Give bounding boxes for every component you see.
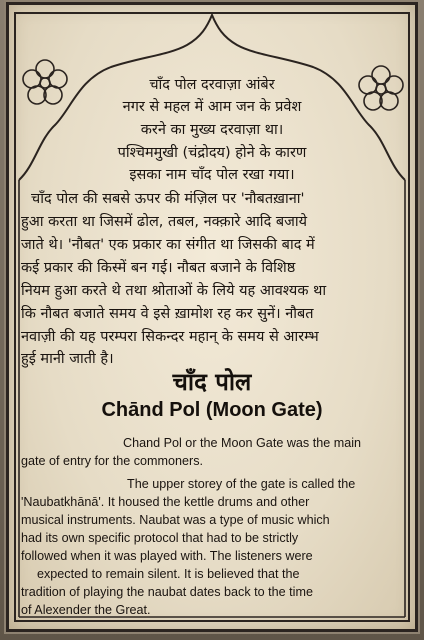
english-line: musical instruments. Naubat was a type of music which (21, 513, 330, 527)
english-line: Chand Pol or the Moon Gate was the main (123, 436, 362, 450)
english-line: of Alexender the Great. (21, 603, 151, 617)
hindi-line: इसका नाम चाँद पोल रखा गया। (129, 167, 295, 183)
english-line: gate of entry for the commoners. (21, 454, 203, 468)
english-line: 'Naubatkhānā'. It housed the kettle drums and other (21, 495, 310, 509)
hindi-line: हुआ करता था जिसमें ढोल, तबल, नक्क़ारे आदि बजाये (21, 214, 308, 230)
english-line: tradition of playing the naubat dates back to the time (21, 585, 313, 599)
hindi-line: कि नौबत बजाते समय वे इसे ख़ामोश रह कर सुनें। नौबत (21, 306, 314, 322)
hindi-line: करने का मुख्य दरवाज़ा था। (140, 122, 284, 138)
english-line: had its own specific protocol that had to be strictly (21, 531, 299, 545)
title-hindi: चाँद पोल (172, 368, 252, 396)
title-english: Chānd Pol (Moon Gate) (101, 399, 323, 421)
english-line: expected to remain silent. It is believed that the (37, 567, 300, 581)
hindi-line: जाते थे। 'नौबत' एक प्रकार का संगीत था जिसकी बाद में (21, 237, 315, 253)
signboard (6, 2, 418, 632)
english-line: followed when it was played with. The listeners were (21, 549, 313, 563)
hindi-line: नियम हुआ करते थे तथा श्रोताओं के लिये यह आवश्यक था (21, 283, 327, 299)
hindi-line: नगर से महल में आम जन के प्रवेश (122, 99, 302, 115)
hindi-line: कई प्रकार की किस्में बन गई। नौबत बजाने के विशिष्ठ (21, 260, 296, 276)
hindi-line: हुई मानी जाती है। (21, 351, 114, 367)
hindi-line: पश्चिममुखी (चंद्रोदय) होने के कारण (117, 145, 307, 161)
hindi-line: नवाज़ी की यह परम्परा सिकन्दर महान् के समय से आरम्भ (21, 329, 319, 345)
hindi-line: चाँद पोल दरवाज़ा आंबेर (149, 77, 275, 93)
hindi-line: चाँद पोल की सबसे ऊपर की मंज़िल पर 'नौबतख़ाना' (31, 191, 305, 207)
english-line: The upper storey of the gate is called the (127, 477, 356, 491)
